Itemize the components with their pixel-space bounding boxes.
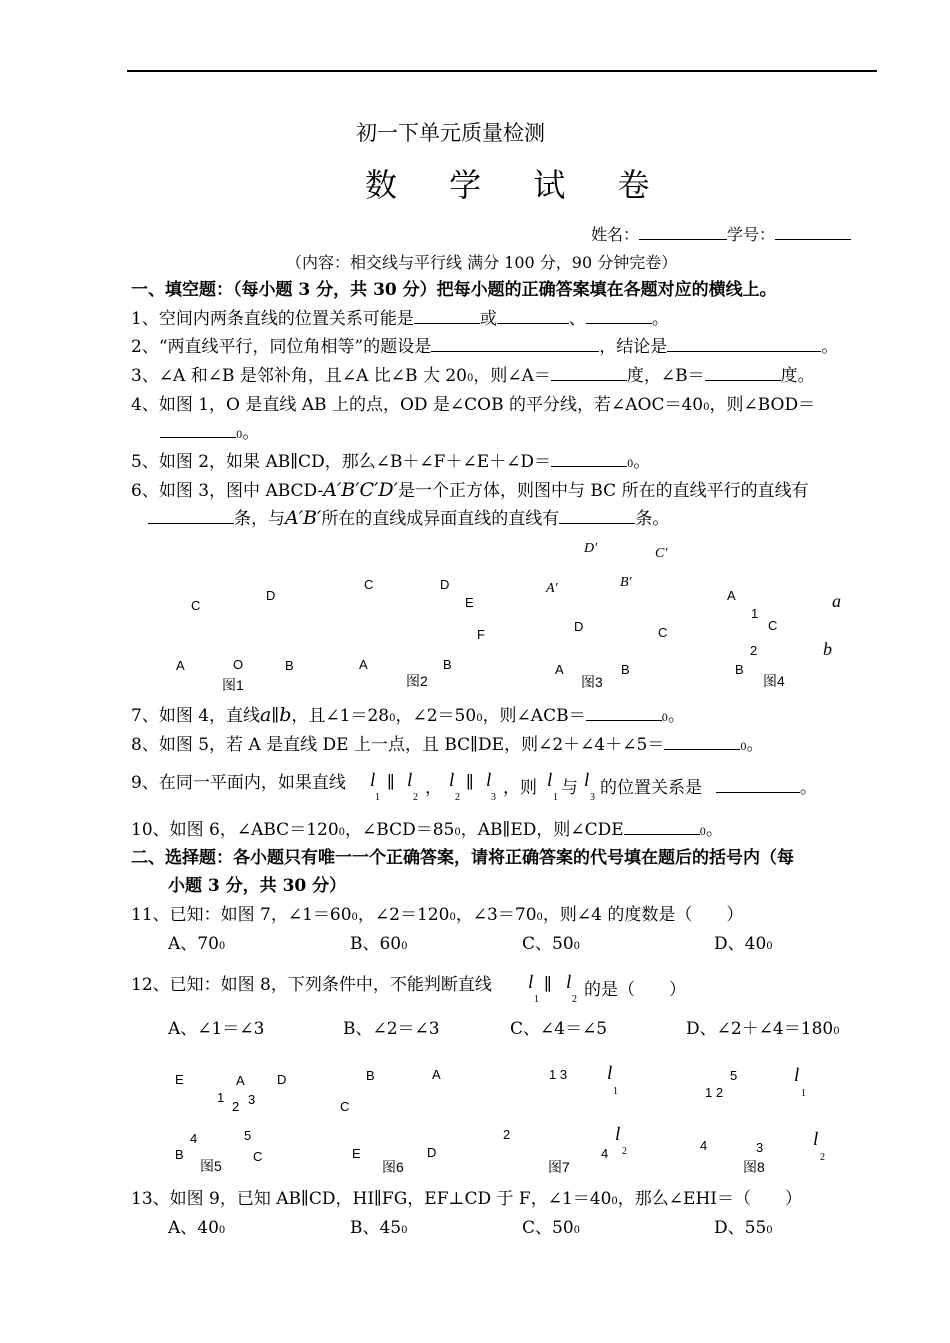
- answer-blank[interactable]: [551, 366, 627, 381]
- option-a[interactable]: A、700: [168, 934, 226, 954]
- answer-blank[interactable]: [160, 423, 236, 438]
- question-4: 4、如图 1，O 是直线 AB 上的点，OD 是∠COB 的平分线，若∠AOC＝400，则∠BOD＝: [131, 395, 816, 415]
- option-d[interactable]: D、550: [714, 1218, 773, 1238]
- figure-4-caption: 图4: [763, 673, 785, 689]
- student-info: [591, 222, 851, 245]
- question-13: 13、如图 9，已知 AB∥CD，HI∥FG，EF⊥CD 于 F，∠1＝400，那么∠EHI＝（ ）: [131, 1189, 802, 1209]
- option-d[interactable]: D、∠2＋∠4＝1800: [686, 1019, 840, 1039]
- answer-blank[interactable]: [624, 820, 700, 835]
- option-a[interactable]: A、400: [168, 1218, 226, 1238]
- answer-blank[interactable]: [664, 735, 740, 750]
- name-field[interactable]: [639, 225, 727, 240]
- question-4-cont: 0。: [160, 423, 259, 446]
- answer-blank[interactable]: [586, 309, 652, 324]
- option-d[interactable]: D、400: [714, 934, 773, 954]
- option-c[interactable]: C、500: [522, 1218, 581, 1238]
- top-rule: [127, 70, 877, 72]
- exam-info: （内容：相交线与平行线 满分 100 分，90 分钟完卷）: [286, 253, 678, 272]
- answer-blank[interactable]: [705, 366, 781, 381]
- question-5: 5、如图 2，如果 AB∥CD，那么∠B＋∠F＋∠E＋∠D＝ 0。: [131, 452, 651, 472]
- answer-blank[interactable]: [431, 337, 599, 352]
- question-1: 1、空间内两条直线的位置关系可能是 或 、 。: [131, 309, 669, 329]
- answer-blank[interactable]: [497, 309, 569, 324]
- figure-6-caption: 图6: [382, 1159, 404, 1175]
- figure-8-caption: 图8: [743, 1159, 765, 1175]
- page-title: 数 学 试 卷: [365, 166, 664, 204]
- figure-3-caption: 图3: [581, 674, 603, 690]
- option-a[interactable]: A、∠1＝∠3: [168, 1019, 265, 1039]
- id-field[interactable]: [775, 225, 851, 240]
- question-6: 6、如图 3，图中 ABCD-A′B′C′D′是一个正方体，则图中与 BC 所在的直线平行的直线有: [131, 479, 809, 501]
- section2-heading-cont: 小题 3 分，共 30 分）: [168, 876, 347, 896]
- question-8: 8、如图 5，若 A 是直线 DE 上一点，且 BC∥DE，则∠2＋∠4＋∠5＝ 0。: [131, 735, 764, 755]
- answer-blank[interactable]: [559, 509, 635, 524]
- answer-blank[interactable]: [716, 778, 800, 793]
- option-b[interactable]: B、600: [350, 934, 408, 954]
- question-2: 2、“两直线平行，同位角相等”的题设是 ，结论是 。: [131, 337, 839, 357]
- figure-1-caption: 图1: [222, 677, 244, 693]
- question-12: 12、已知：如图 8，下列条件中，不能判断直线: [131, 975, 492, 995]
- answer-blank[interactable]: [667, 337, 821, 352]
- page-subtitle: 初一下单元质量检测: [356, 121, 545, 145]
- figure-5-caption: 图5: [200, 1158, 222, 1174]
- question-9: 9、在同一平面内，如果直线: [131, 773, 346, 793]
- question-11: 11、已知：如图 7，∠1＝600，∠2＝1200，∠3＝700，则∠4 的度数是（ ）: [131, 905, 744, 925]
- question-6-cont: 条，与A′B′所在的直线成异面直线的直线有 条。: [148, 508, 669, 529]
- section1-heading: 一、填空题：（每小题 3 分，共 30 分）把每小题的正确答案填在各题对应的横线上。: [131, 280, 777, 300]
- figure-7-caption: 图7: [548, 1159, 570, 1175]
- answer-blank[interactable]: [148, 509, 234, 524]
- option-c[interactable]: C、∠4＝∠5: [510, 1019, 608, 1039]
- id-label: 学号：: [727, 225, 776, 244]
- option-b[interactable]: B、∠2＝∠3: [343, 1019, 440, 1039]
- answer-blank[interactable]: [551, 452, 627, 467]
- name-label: 姓名：: [591, 225, 640, 244]
- answer-blank[interactable]: [414, 309, 480, 324]
- option-b[interactable]: B、450: [350, 1218, 408, 1238]
- figure-2-caption: 图2: [406, 673, 428, 689]
- question-3: 3、∠A 和∠B 是邻补角，且∠A 比∠B 大 200，则∠A＝ 度，∠B＝ 度。: [131, 366, 815, 386]
- question-7: 7、如图 4，直线a∥b，且∠1＝280，∠2＝500，则∠ACB＝ 0。: [131, 704, 685, 726]
- answer-blank[interactable]: [586, 706, 662, 721]
- question-10: 10、如图 6，∠ABC＝1200，∠BCD＝850，AB∥ED，则∠CDE 0。: [131, 820, 724, 840]
- option-c[interactable]: C、500: [522, 934, 581, 954]
- section2-heading: 二、选择题：各小题只有唯一一个正确答案，请将正确答案的代号填在题后的括号内（每: [131, 848, 794, 868]
